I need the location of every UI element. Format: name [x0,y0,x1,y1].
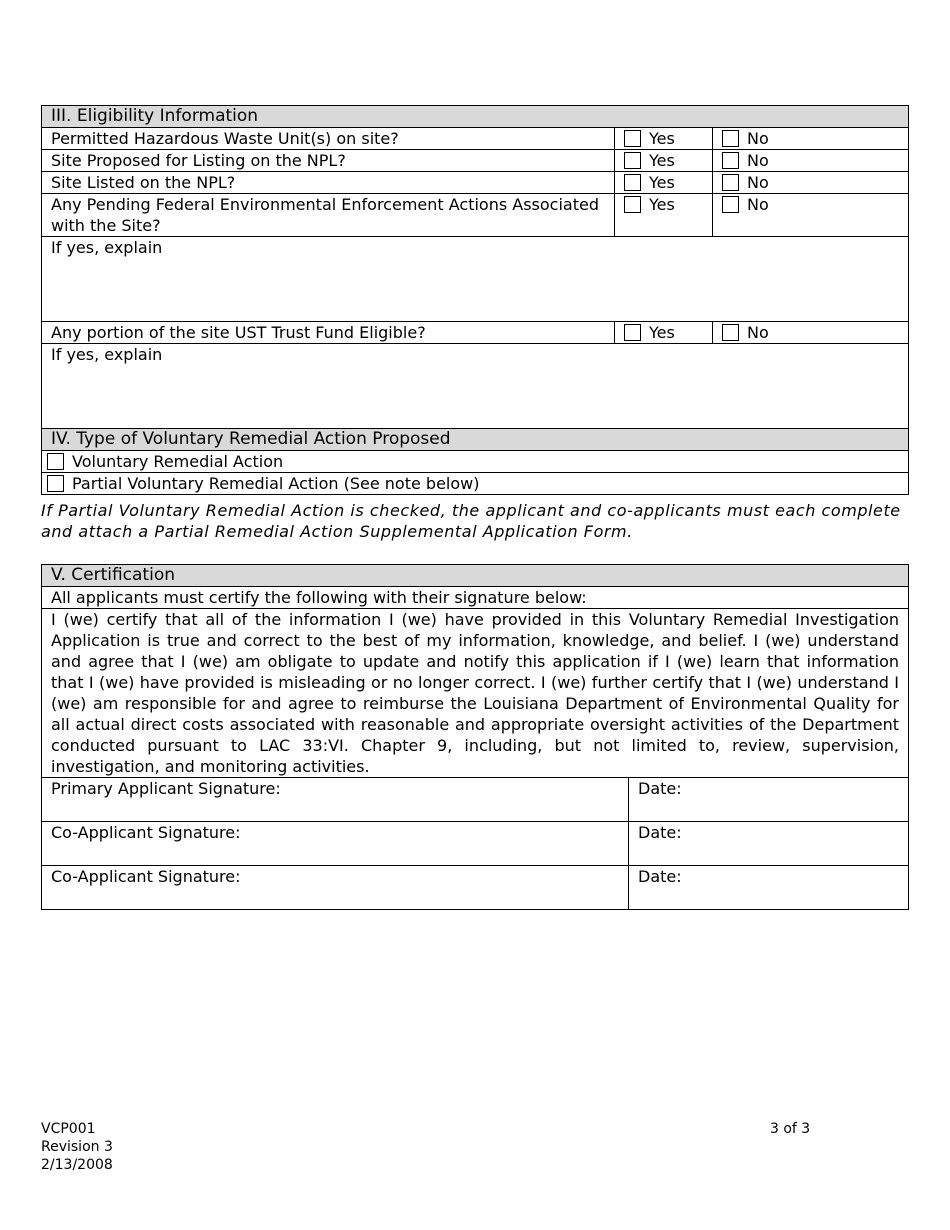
section-title-eligibility: III. Eligibility Information [42,106,909,128]
question-row [42,172,909,194]
explain-field[interactable] [42,237,909,322]
yes-checkbox[interactable] [624,152,641,169]
no-label: No [747,129,769,148]
yes-checkbox[interactable] [624,130,641,147]
yes-label: Yes [649,323,675,342]
no-label: No [747,323,769,342]
option-label: Partial Voluntary Remedial Action (See note below) [72,474,480,493]
explain-label: If yes, explain [51,345,163,364]
signature-row [42,822,909,866]
no-checkbox[interactable] [722,152,739,169]
date-field[interactable] [629,866,909,910]
no-label: No [747,195,769,214]
question-row [42,128,909,150]
page-number: 3 of 3 [770,1121,811,1137]
form-footer [41,1120,113,1174]
partial-remedial-checkbox[interactable] [47,475,64,492]
question-label: Any portion of the site UST Trust Fund Eligible? [42,322,615,344]
option-label: Voluntary Remedial Action [72,452,284,471]
certification-statement: I (we) certify that all of the information I (we) have provided in this Voluntary Remedial Investigation Application is true and correct to the best of my information, knowledge, and belief. I (we) understand and agree that I (we) am obligate to update and notify this application if I (we) learn that information that I (we) have provided is misleading or no longer correct. I (we) further certify that I (we) understand I (we) am responsible for and agree to reimburse the Louisiana Department of Environmental Quality for all actual direct costs associated with reasonable and appropriate oversight activities of the Department conducted pursuant to LAC 33:VI. Chapter 9, including, but not limited to, review, supervision, investigation, and monitoring activities. [42,609,909,778]
date-label: Date: [638,867,682,886]
partial-action-note: If Partial Voluntary Remedial Action is checked, the applicant and co-applicants must each complete and attach a Partial Remedial Action Supplemental Application Form. [41,501,901,541]
option-row [42,473,909,495]
co-applicant-signature-field[interactable] [42,822,629,866]
question-label: Any Pending Federal Environmental Enforcement Actions Associated with the Site? [42,194,615,237]
signature-label: Primary Applicant Signature: [51,779,281,798]
yes-label: Yes [649,195,675,214]
explain-field[interactable] [42,344,909,429]
voluntary-remedial-checkbox[interactable] [47,453,64,470]
signature-row [42,866,909,910]
section-title-certification: V. Certification [42,565,909,587]
question-label: Site Listed on the NPL? [42,172,615,194]
question-row [42,150,909,172]
no-checkbox[interactable] [722,196,739,213]
yes-label: Yes [649,129,675,148]
no-label: No [747,151,769,170]
date-field[interactable] [629,822,909,866]
certification-section [41,564,908,910]
signature-label: Co-Applicant Signature: [51,823,241,842]
yes-label: Yes [649,173,675,192]
yes-checkbox[interactable] [624,196,641,213]
explain-row [42,344,909,429]
yes-checkbox[interactable] [624,324,641,341]
signature-label: Co-Applicant Signature: [51,867,241,886]
no-checkbox[interactable] [722,324,739,341]
option-row [42,451,909,473]
signature-row [42,778,909,822]
section-title-remedial-action: IV. Type of Voluntary Remedial Action Proposed [42,429,909,451]
explain-label: If yes, explain [51,238,163,257]
eligibility-section [41,105,908,495]
form-id: VCP001 [41,1121,96,1137]
yes-checkbox[interactable] [624,174,641,191]
yes-label: Yes [649,151,675,170]
date-field[interactable] [629,778,909,822]
no-checkbox[interactable] [722,130,739,147]
question-row [42,322,909,344]
primary-signature-field[interactable] [42,778,629,822]
certification-intro: All applicants must certify the following with their signature below: [42,587,909,609]
no-label: No [747,173,769,192]
co-applicant-signature-field[interactable] [42,866,629,910]
question-label: Site Proposed for Listing on the NPL? [42,150,615,172]
date-label: Date: [638,823,682,842]
form-revision: Revision 3 [41,1139,113,1155]
form-date: 2/13/2008 [41,1157,113,1173]
explain-row [42,237,909,322]
question-row [42,194,909,237]
date-label: Date: [638,779,682,798]
question-label: Permitted Hazardous Waste Unit(s) on site? [42,128,615,150]
no-checkbox[interactable] [722,174,739,191]
